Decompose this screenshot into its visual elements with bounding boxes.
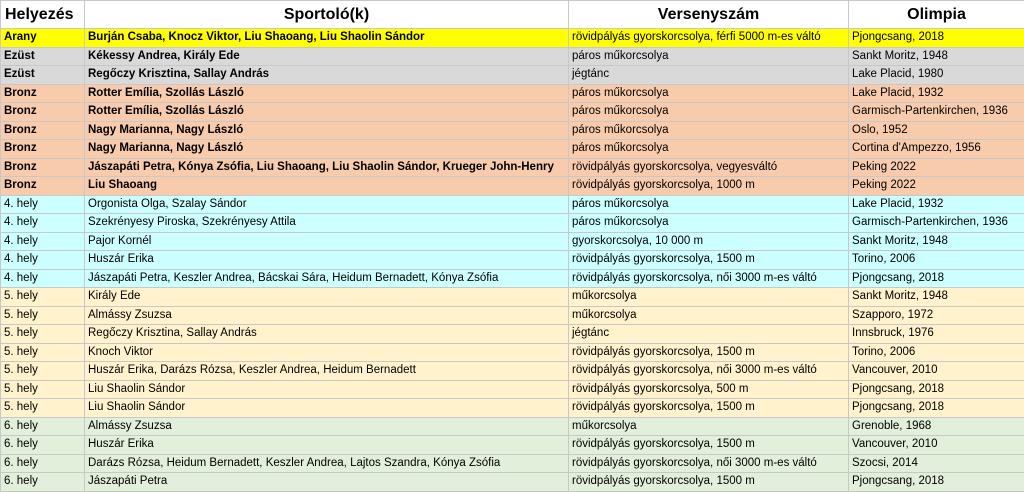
cell-event[interactable]: rövidpályás gyorskorcsolya, 500 m: [569, 380, 849, 399]
cell-placement[interactable]: 6. hely: [1, 473, 85, 492]
cell-athletes[interactable]: Huszár Erika: [85, 251, 569, 270]
cell-event[interactable]: gyorskorcsolya, 10 000 m: [569, 232, 849, 251]
table-row: [1, 362, 1024, 381]
table-row: [1, 140, 1024, 159]
cell-placement[interactable]: Bronz: [1, 84, 85, 103]
header-placement[interactable]: Helyezés: [1, 1, 85, 29]
cell-placement[interactable]: Bronz: [1, 103, 85, 122]
cell-olympics[interactable]: Grenoble, 1968: [849, 417, 1024, 436]
table-row: [1, 84, 1024, 103]
table-row: [1, 436, 1024, 455]
cell-athletes[interactable]: Liu Shaolin Sándor: [85, 380, 569, 399]
cell-athletes[interactable]: Jászapáti Petra, Kónya Zsófia, Liu Shaoang, Liu Shaolin Sándor, Krueger John-Henry: [85, 158, 569, 177]
cell-olympics[interactable]: Pjongcsang, 2018: [849, 380, 1024, 399]
cell-placement[interactable]: 4. hely: [1, 251, 85, 270]
cell-athletes[interactable]: Regőczy Krisztina, Sallay András: [85, 325, 569, 344]
cell-event[interactable]: páros műkorcsolya: [569, 84, 849, 103]
cell-placement[interactable]: 5. hely: [1, 306, 85, 325]
table-row: [1, 232, 1024, 251]
cell-placement[interactable]: 5. hely: [1, 362, 85, 381]
cell-placement[interactable]: Bronz: [1, 158, 85, 177]
cell-olympics[interactable]: Sankt Moritz, 1948: [849, 47, 1024, 66]
cell-olympics[interactable]: Torino, 2006: [849, 251, 1024, 270]
cell-event[interactable]: rövidpályás gyorskorcsolya, női 3000 m-es váltó: [569, 362, 849, 381]
cell-olympics[interactable]: Pjongcsang, 2018: [849, 269, 1024, 288]
cell-placement[interactable]: Ezüst: [1, 47, 85, 66]
cell-athletes[interactable]: Knoch Viktor: [85, 343, 569, 362]
cell-athletes[interactable]: Almássy Zsuzsa: [85, 306, 569, 325]
table-row: [1, 177, 1024, 196]
cell-olympics[interactable]: Oslo, 1952: [849, 121, 1024, 140]
cell-event[interactable]: páros műkorcsolya: [569, 140, 849, 159]
cell-placement[interactable]: 5. hely: [1, 380, 85, 399]
cell-event[interactable]: páros műkorcsolya: [569, 103, 849, 122]
cell-placement[interactable]: Bronz: [1, 121, 85, 140]
table-row: [1, 399, 1024, 418]
table-row: [1, 66, 1024, 85]
cell-event[interactable]: páros műkorcsolya: [569, 195, 849, 214]
cell-placement[interactable]: Arany: [1, 29, 85, 48]
cell-athletes[interactable]: Regőczy Krisztina, Sallay András: [85, 66, 569, 85]
table-row: [1, 473, 1024, 492]
cell-olympics[interactable]: Lake Placid, 1980: [849, 66, 1024, 85]
cell-olympics[interactable]: Pjongcsang, 2018: [849, 399, 1024, 418]
cell-athletes[interactable]: Burján Csaba, Knocz Viktor, Liu Shaoang, Liu Shaolin Sándor: [85, 29, 569, 48]
table-row: [1, 343, 1024, 362]
cell-olympics[interactable]: Peking 2022: [849, 177, 1024, 196]
table-row: [1, 325, 1024, 344]
header-athletes[interactable]: Sportoló(k): [85, 1, 569, 29]
header-row: [1, 1, 1024, 29]
cell-event[interactable]: páros műkorcsolya: [569, 47, 849, 66]
cell-event[interactable]: műkorcsolya: [569, 417, 849, 436]
cell-placement[interactable]: 5. hely: [1, 399, 85, 418]
cell-athletes[interactable]: Pajor Kornél: [85, 232, 569, 251]
cell-placement[interactable]: 6. hely: [1, 436, 85, 455]
cell-placement[interactable]: 4. hely: [1, 195, 85, 214]
table-row: [1, 47, 1024, 66]
cell-event[interactable]: jégtánc: [569, 325, 849, 344]
cell-event[interactable]: rövidpályás gyorskorcsolya, 1500 m: [569, 251, 849, 270]
cell-olympics[interactable]: Vancouver, 2010: [849, 436, 1024, 455]
table-row: [1, 214, 1024, 233]
cell-olympics[interactable]: Lake Placid, 1932: [849, 195, 1024, 214]
cell-event[interactable]: műkorcsolya: [569, 288, 849, 307]
cell-placement[interactable]: 6. hely: [1, 417, 85, 436]
cell-placement[interactable]: Bronz: [1, 177, 85, 196]
cell-olympics[interactable]: Torino, 2006: [849, 343, 1024, 362]
cell-placement[interactable]: Ezüst: [1, 66, 85, 85]
cell-olympics[interactable]: Innsbruck, 1976: [849, 325, 1024, 344]
cell-event[interactable]: rövidpályás gyorskorcsolya, női 3000 m-es váltó: [569, 269, 849, 288]
cell-event[interactable]: rövidpályás gyorskorcsolya, 1500 m: [569, 343, 849, 362]
cell-athletes[interactable]: Huszár Erika, Darázs Rózsa, Keszler Andrea, Heidum Bernadett: [85, 362, 569, 381]
cell-olympics[interactable]: Szapporo, 1972: [849, 306, 1024, 325]
header-olympics[interactable]: Olimpia: [849, 1, 1024, 29]
cell-athletes[interactable]: Nagy Marianna, Nagy László: [85, 140, 569, 159]
table-row: [1, 251, 1024, 270]
cell-athletes[interactable]: Rotter Emília, Szollás László: [85, 84, 569, 103]
cell-olympics[interactable]: Sankt Moritz, 1948: [849, 288, 1024, 307]
table-body: [1, 29, 1024, 492]
cell-athletes[interactable]: Orgonista Olga, Szalay Sándor: [85, 195, 569, 214]
cell-event[interactable]: páros műkorcsolya: [569, 214, 849, 233]
cell-athletes[interactable]: Kékessy Andrea, Király Ede: [85, 47, 569, 66]
cell-placement[interactable]: 4. hely: [1, 269, 85, 288]
cell-athletes[interactable]: Király Ede: [85, 288, 569, 307]
cell-athletes[interactable]: Nagy Marianna, Nagy László: [85, 121, 569, 140]
table-row: [1, 269, 1024, 288]
table-row: [1, 288, 1024, 307]
cell-event[interactable]: rövidpályás gyorskorcsolya, férfi 5000 m-es váltó: [569, 29, 849, 48]
table-row: [1, 454, 1024, 473]
table-row: [1, 380, 1024, 399]
cell-event[interactable]: rövidpályás gyorskorcsolya, 1500 m: [569, 473, 849, 492]
cell-olympics[interactable]: Cortina d'Ampezzo, 1956: [849, 140, 1024, 159]
cell-olympics[interactable]: Garmisch-Partenkirchen, 1936: [849, 214, 1024, 233]
cell-event[interactable]: rövidpályás gyorskorcsolya, női 3000 m-es váltó: [569, 454, 849, 473]
table-row: [1, 417, 1024, 436]
cell-athletes[interactable]: Liu Shaoang: [85, 177, 569, 196]
cell-athletes[interactable]: Darázs Rózsa, Heidum Bernadett, Keszler Andrea, Lajtos Szandra, Kónya Zsófia: [85, 454, 569, 473]
cell-event[interactable]: rövidpályás gyorskorcsolya, 1000 m: [569, 177, 849, 196]
table-row: [1, 158, 1024, 177]
cell-event[interactable]: páros műkorcsolya: [569, 121, 849, 140]
cell-placement[interactable]: 4. hely: [1, 232, 85, 251]
cell-event[interactable]: műkorcsolya: [569, 306, 849, 325]
cell-athletes[interactable]: Huszár Erika: [85, 436, 569, 455]
cell-olympics[interactable]: Lake Placid, 1932: [849, 84, 1024, 103]
cell-olympics[interactable]: Garmisch-Partenkirchen, 1936: [849, 103, 1024, 122]
cell-placement[interactable]: 6. hely: [1, 454, 85, 473]
cell-placement[interactable]: 5. hely: [1, 288, 85, 307]
cell-athletes[interactable]: Jászapáti Petra: [85, 473, 569, 492]
table-row: [1, 121, 1024, 140]
cell-placement[interactable]: 5. hely: [1, 325, 85, 344]
cell-event[interactable]: jégtánc: [569, 66, 849, 85]
cell-olympics[interactable]: Pjongcsang, 2018: [849, 29, 1024, 48]
cell-olympics[interactable]: Pjongcsang, 2018: [849, 473, 1024, 492]
cell-event[interactable]: rövidpályás gyorskorcsolya, 1500 m: [569, 399, 849, 418]
cell-olympics[interactable]: Szocsi, 2014: [849, 454, 1024, 473]
cell-athletes[interactable]: Szekrényesy Piroska, Szekrényesy Attila: [85, 214, 569, 233]
cell-athletes[interactable]: Liu Shaolin Sándor: [85, 399, 569, 418]
table-row: [1, 103, 1024, 122]
cell-placement[interactable]: 5. hely: [1, 343, 85, 362]
cell-olympics[interactable]: Sankt Moritz, 1948: [849, 232, 1024, 251]
table-row: [1, 306, 1024, 325]
cell-event[interactable]: rövidpályás gyorskorcsolya, vegyesváltó: [569, 158, 849, 177]
cell-olympics[interactable]: Peking 2022: [849, 158, 1024, 177]
table-row: [1, 29, 1024, 48]
header-event[interactable]: Versenyszám: [569, 1, 849, 29]
cell-event[interactable]: rövidpályás gyorskorcsolya, 1500 m: [569, 436, 849, 455]
cell-athletes[interactable]: Almássy Zsuzsa: [85, 417, 569, 436]
cell-athletes[interactable]: Jászapáti Petra, Keszler Andrea, Bácskai Sára, Heidum Bernadett, Kónya Zsófia: [85, 269, 569, 288]
cell-olympics[interactable]: Vancouver, 2010: [849, 362, 1024, 381]
table-row: [1, 195, 1024, 214]
cell-placement[interactable]: 4. hely: [1, 214, 85, 233]
cell-athletes[interactable]: Rotter Emília, Szollás László: [85, 103, 569, 122]
cell-placement[interactable]: Bronz: [1, 140, 85, 159]
